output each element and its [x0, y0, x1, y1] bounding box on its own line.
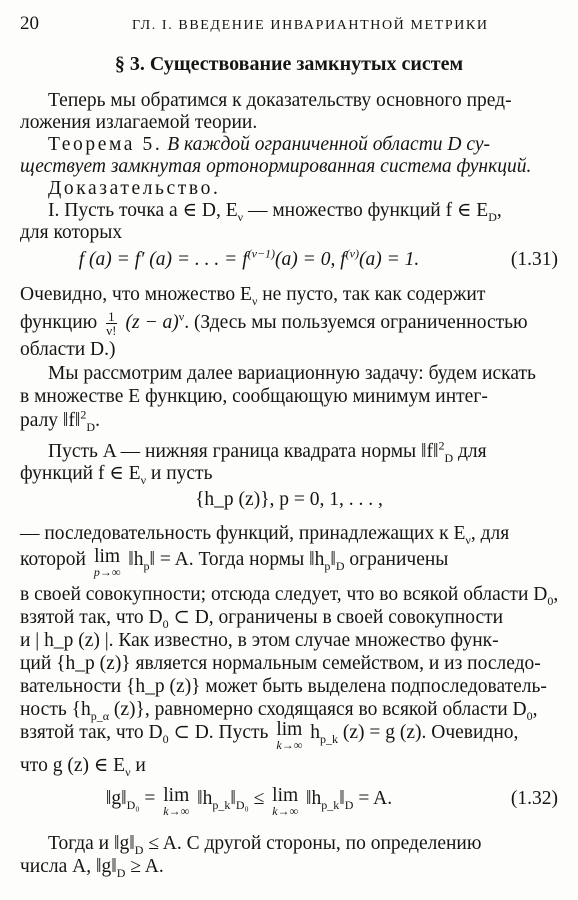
subscript: D₀ [126, 797, 140, 812]
text-line [20, 522, 558, 546]
equation-body [20, 248, 478, 272]
limit [276, 721, 302, 751]
text-span: функций f ∈ E [20, 463, 141, 484]
text-line: ложения излагаемой теории. [20, 112, 258, 133]
text-span: в своей совокупности; отсюда следует, что во всякой области D [20, 584, 548, 605]
eq-part: ‖ [339, 788, 345, 809]
superscript: 2 [438, 438, 445, 453]
text-line [20, 310, 558, 337]
eq-part: ≤ [248, 788, 270, 809]
text-span: взятой так, что D [20, 722, 163, 743]
text-span: I. Пусть точка a ∈ D, E [48, 200, 238, 221]
subscript: D [344, 797, 354, 812]
subscript: ν [465, 532, 471, 547]
text-line [20, 754, 558, 778]
fraction [106, 310, 117, 337]
text-line [20, 721, 558, 751]
text-span: — последовательность функций, принадлежащих к E [20, 523, 466, 544]
text-line: вательности {h_p (z)} может быть выделена подпоследователь- [20, 676, 547, 697]
superscript: (ν) [345, 246, 359, 261]
subscript: D [444, 450, 454, 465]
text-line: в множестве E функцию, сообщающую минимум интег- [20, 386, 488, 407]
subscript: p_k [319, 731, 338, 746]
lim-word: lim [272, 785, 299, 806]
text-span: ограничены [344, 549, 449, 570]
text-span: не пусто, так как содержит [257, 284, 486, 305]
text-span: (z − a) [120, 311, 179, 333]
text-span: . (Здесь мы пользуемся ограниченностью [184, 311, 528, 333]
superscript: (ν−1) [247, 246, 276, 261]
text-line: области D.) [20, 339, 116, 360]
text-line: и | h_p (z) |. Как известно, в этом случае множество функ- [20, 630, 499, 651]
subscript: 0 [162, 731, 169, 746]
subscript: ν [251, 293, 258, 308]
text-span: которой [20, 549, 86, 570]
text-line: для которых [20, 222, 123, 243]
subscript: ν [140, 472, 147, 487]
superscript: ν [178, 309, 185, 324]
eq-part: ‖g‖ [105, 788, 127, 809]
subscript: 0 [547, 593, 554, 608]
running-head: ГЛ. I. ВВЕДЕНИЕ ИНВАРИАНТНОЙ МЕТРИКИ [132, 18, 489, 33]
eq-part: = [139, 788, 161, 809]
text-span: , [496, 200, 502, 221]
text-line [20, 409, 558, 433]
subscript: D₀ [235, 797, 249, 812]
text-line [20, 462, 558, 486]
subscript: 0 [526, 708, 533, 723]
subscript: D [116, 865, 126, 880]
equation-body [20, 787, 478, 817]
text-span: ‖ [330, 549, 336, 570]
eq-part: ‖h [197, 788, 213, 809]
subscript: D [134, 842, 144, 857]
text-span: ⊂ D. Пусть [168, 722, 269, 743]
limit [272, 787, 298, 817]
eq-part: (a) = 0, f [275, 249, 346, 270]
text-span: функцию [20, 311, 103, 333]
text-span: и [130, 755, 146, 776]
equation-number: (1.31) [510, 249, 558, 270]
text-span: h [310, 722, 320, 743]
lim-subscript: k→∞ [163, 804, 190, 818]
eq-part: ‖ [230, 788, 236, 809]
text-line [20, 583, 558, 607]
text-span: что g (z) ∈ E [20, 755, 126, 776]
text-span: , [553, 584, 559, 605]
lim-word: lim [94, 546, 121, 567]
text-line [20, 283, 558, 307]
text-span: Пусть A — нижняя граница квадрата нормы ‖f‖ [48, 441, 439, 462]
text-line: ций {h_p (z)} является нормальным семейством, и из последо- [20, 653, 541, 674]
subscript: D [488, 209, 497, 224]
text-line: Теперь мы обратимся к доказательству основного пред- [48, 90, 512, 111]
theorem-text: ществует замкнутая ортонормированная система функций. [20, 156, 532, 177]
limit [163, 787, 189, 817]
text-span: и пусть [146, 463, 213, 484]
equation-number: (1.32) [510, 788, 558, 809]
eq-part: = A. [353, 788, 393, 809]
proof-label: Доказательство. [48, 178, 221, 199]
numerator: 1 [108, 309, 115, 324]
subscript: ν [125, 764, 131, 779]
text-span: ⊂ D, ограничены в своей совокупности [168, 607, 504, 628]
lim-word: lim [163, 785, 190, 806]
section-title: § 3. Существование замкнутых систем [114, 53, 464, 75]
text-span: числа A, ‖g‖ [20, 856, 117, 877]
lim-subscript: k→∞ [276, 738, 303, 752]
denominator: ν! [106, 323, 117, 338]
subscript: 0 [162, 616, 169, 631]
theorem-label: Теорема 5. [48, 134, 163, 155]
text-line [20, 606, 558, 630]
text-span: , для [470, 523, 510, 544]
superscript: 2 [80, 407, 87, 422]
subscript: p_k [321, 797, 340, 812]
subscript: p_k [212, 797, 231, 812]
text-line [20, 855, 558, 879]
lim-subscript: k→∞ [272, 804, 299, 818]
eq-part: (a) = 1. [358, 249, 420, 270]
eq-part: ‖h [306, 788, 322, 809]
text-line [20, 548, 558, 578]
text-line [20, 199, 558, 223]
text-span: ≥ A. [125, 856, 164, 877]
sequence-formula: {h_p (z)}, p = 0, 1, . . . , [195, 489, 383, 510]
text-span: — множество функций f ∈ E [243, 200, 489, 221]
limit [94, 548, 121, 578]
text-line [20, 440, 558, 464]
lim-word: lim [276, 719, 303, 740]
text-span: (z)}, равномерно сходящаяся во всякой области D [109, 699, 527, 720]
subscript: D [335, 558, 345, 573]
subscript: ν [237, 209, 244, 224]
text-line: Мы рассмотрим далее вариационную задачу: будем искать [48, 363, 536, 384]
text-span: для [453, 441, 487, 462]
eq-part: f (a) = f′ (a) = . . . = f [78, 249, 248, 270]
subscript: p [324, 558, 331, 573]
text-span: ≤ A. С другой стороны, по определению [143, 833, 482, 854]
text-span: . [95, 410, 100, 431]
subscript: p [143, 558, 150, 573]
page-number: 20 [20, 13, 39, 34]
text-span: ность {h [20, 699, 91, 720]
text-span: Тогда и ‖g‖ [48, 833, 135, 854]
text-span: Очевидно, что множество E [20, 284, 252, 305]
text-span: , [532, 699, 538, 720]
theorem-line [20, 133, 558, 157]
text-span: взятой так, что D [20, 607, 163, 628]
text-span: ‖h [128, 549, 144, 570]
text-span: ралу ‖f‖ [20, 410, 81, 431]
text-span: (z) = g (z). Очевидно, [337, 722, 519, 743]
text-span: ‖ = A. Тогда нормы ‖h [149, 549, 325, 570]
text-line [20, 832, 558, 856]
subscript: p_α [90, 708, 110, 723]
lim-subscript: p→∞ [93, 565, 121, 579]
theorem-text: В каждой ограниченной области D су- [167, 134, 491, 155]
subscript: D [86, 419, 96, 434]
